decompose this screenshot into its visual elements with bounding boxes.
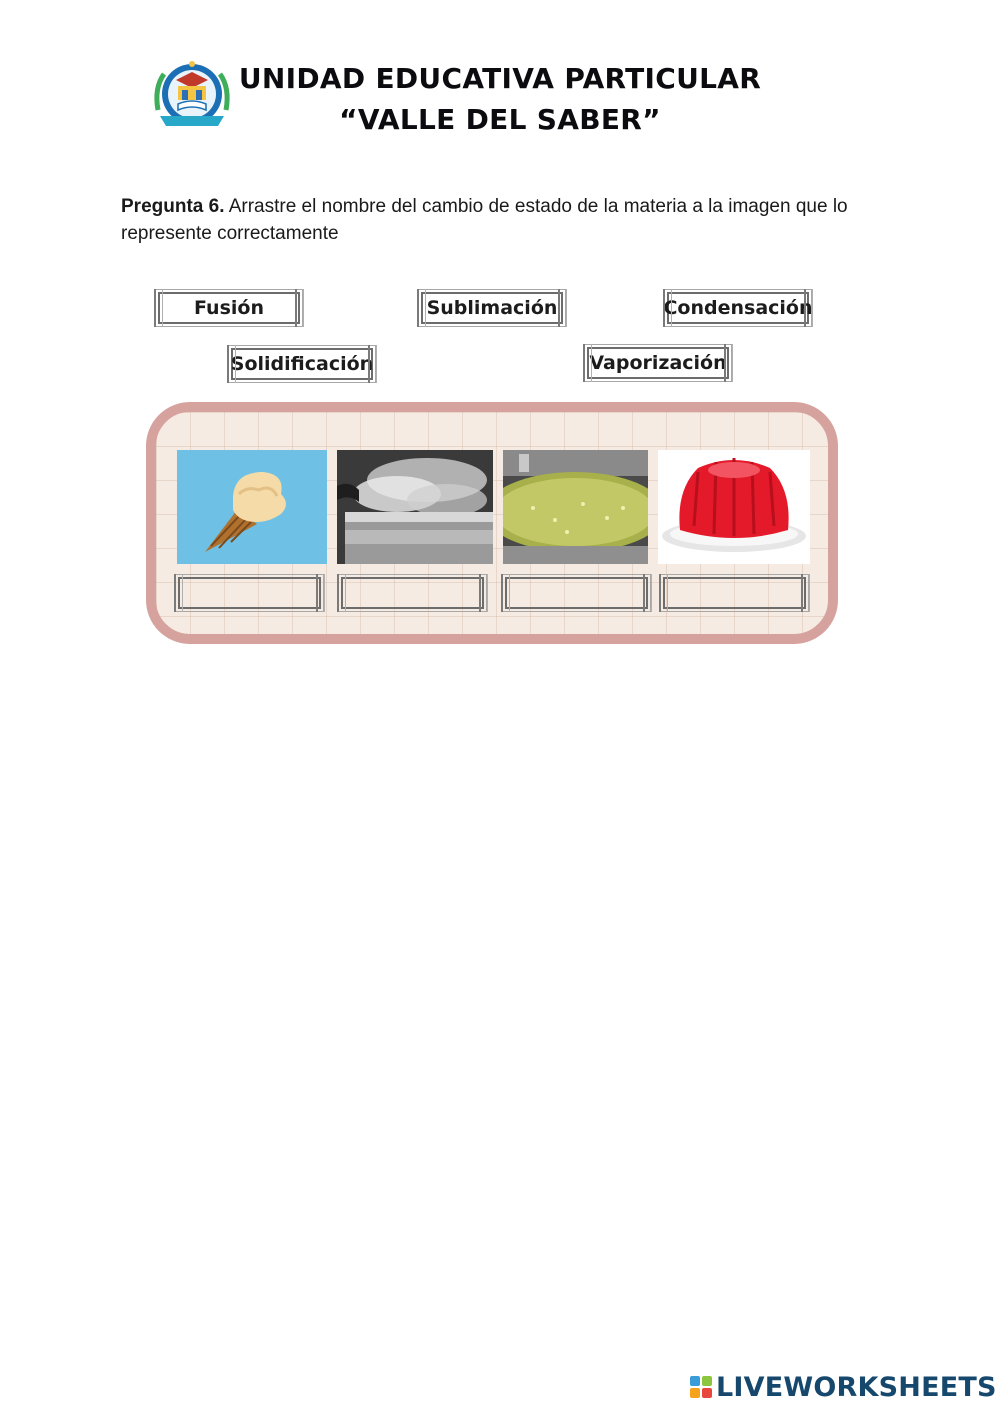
option-vaporizacion[interactable]: Vaporización (587, 347, 729, 379)
liveworksheets-logo-icon (690, 1376, 712, 1398)
option-fusion[interactable]: Fusión (158, 292, 300, 324)
question-text: Arrastre el nombre del cambio de estado de la materia a la imagen que lo represente correctamente (121, 196, 848, 244)
question-number: Pregunta 6. (121, 196, 225, 217)
image-condensation-lid (503, 450, 648, 564)
question-prompt (121, 193, 901, 247)
option-condensacion[interactable]: Condensación (667, 292, 809, 324)
option-solidificacion[interactable]: Solidificación (231, 348, 373, 380)
image-melting-ice-cream (177, 450, 327, 564)
liveworksheets-wordmark: LIVEWORKSHEETS (716, 1371, 997, 1403)
drop-target-1[interactable] (178, 577, 321, 609)
image-red-gelatin (658, 450, 810, 564)
school-name (230, 58, 770, 140)
school-logo (150, 52, 234, 136)
drop-target-3[interactable] (505, 577, 648, 609)
drop-target-2[interactable] (341, 577, 484, 609)
drop-target-4[interactable] (663, 577, 806, 609)
liveworksheets-brand (690, 1372, 997, 1402)
school-name-line-2: “VALLE DEL SABER” (339, 103, 661, 136)
option-sublimacion[interactable]: Sublimación (421, 292, 563, 324)
image-steaming-pot (337, 450, 493, 564)
school-name-line-1: UNIDAD EDUCATIVA PARTICULAR (238, 62, 762, 95)
